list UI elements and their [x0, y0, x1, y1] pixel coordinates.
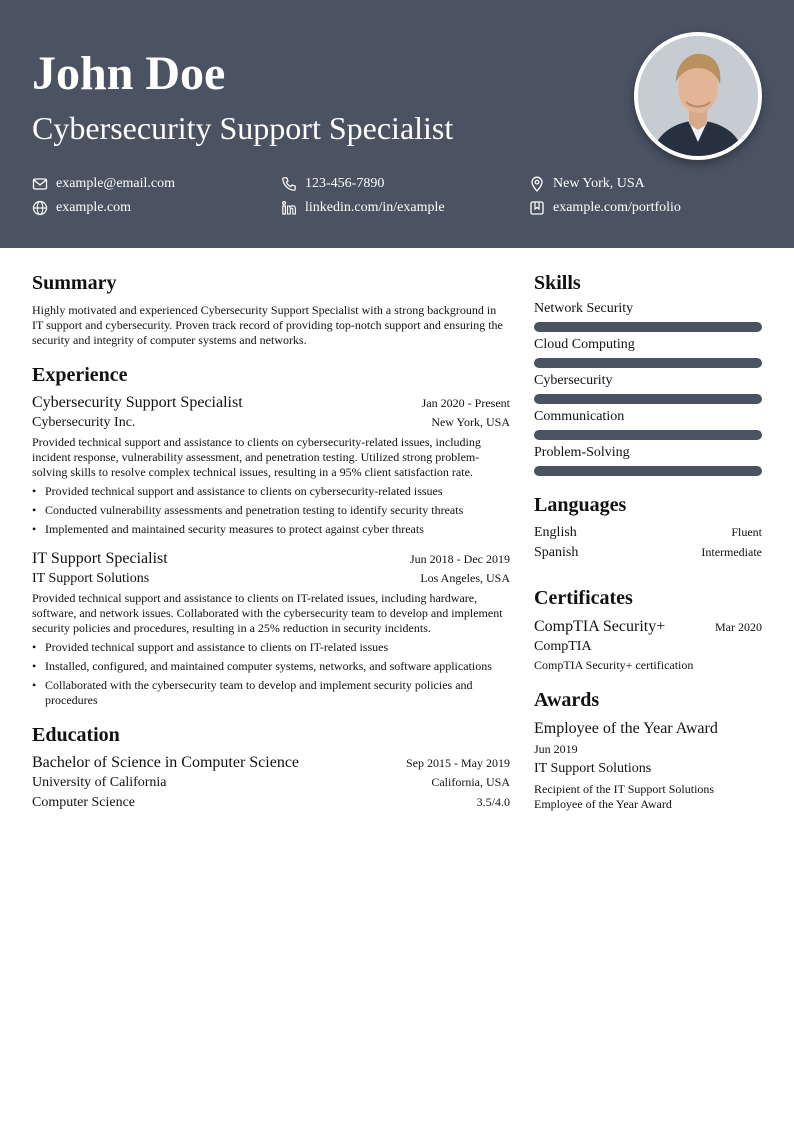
skill-item	[534, 300, 762, 332]
education-entry	[32, 753, 510, 813]
education-dates: Sep 2015 - May 2019	[406, 756, 510, 770]
skill-level-bar	[534, 394, 762, 404]
skill-item	[534, 444, 762, 476]
skills-heading: Skills	[534, 272, 581, 294]
award-issuer: IT Support Solutions	[534, 761, 652, 776]
job-bullet-list	[32, 640, 510, 708]
summary-text: Highly motivated and experienced Cybersecurity Support Specialist with a strong background in IT support and cybersecurity. Proven track record of providing top-notch support and ensuring the security and integrity of computer systems and networks.	[32, 303, 503, 347]
skill-name: Network Security	[534, 301, 634, 316]
portfolio-icon	[529, 200, 545, 216]
certificate-name: CompTIA Security+	[534, 618, 666, 635]
job-description: Provided technical support and assistance to clients on cybersecurity-related issues, including incident response, vulnerability assessment, and penetration testing. Utilized strong problem-solving skills to resolve complex technical issues, resulting in a 95% client satisfaction rate.	[32, 435, 481, 479]
language-item	[534, 543, 762, 563]
contact-portfolio-text: example.com/portfolio	[553, 200, 681, 215]
job-dates: Jun 2018 - Dec 2019	[410, 552, 510, 566]
job-company: IT Support Solutions	[32, 571, 150, 586]
candidate-title: Cybersecurity Support Specialist	[32, 110, 454, 146]
language-name: Spanish	[534, 545, 579, 560]
award-entry	[534, 719, 762, 812]
language-item	[534, 523, 762, 543]
education-field: Computer Science	[32, 795, 136, 810]
languages-section	[534, 492, 762, 563]
certificate-description: CompTIA Security+ certification	[534, 658, 694, 672]
job-location: Los Angeles, USA	[420, 571, 510, 585]
education-section	[32, 722, 510, 813]
education-school: University of California	[32, 775, 167, 790]
skills-section	[534, 270, 762, 476]
education-heading: Education	[32, 724, 120, 746]
job-bullet: • Collaborated with the cybersecurity team to develop and implement security policies and procedures	[32, 678, 510, 708]
skill-name: Cloud Computing	[534, 337, 635, 352]
profile-photo	[634, 32, 762, 160]
skill-level-bar	[534, 466, 762, 476]
contact-email-text: example@email.com	[56, 176, 176, 191]
language-level: Intermediate	[701, 545, 762, 559]
contact-linkedin-text: linkedin.com/in/example	[305, 200, 445, 215]
skill-name: Cybersecurity	[534, 373, 613, 388]
awards-heading: Awards	[534, 689, 600, 711]
education-gpa: 3.5/4.0	[476, 795, 510, 809]
contact-email[interactable]	[32, 175, 175, 193]
globe-icon	[32, 200, 48, 216]
skill-name: Problem-Solving	[534, 445, 630, 460]
skill-level-bar	[534, 358, 762, 368]
education-location: California, USA	[431, 775, 510, 789]
skill-item	[534, 336, 762, 368]
summary-section	[32, 270, 510, 348]
location-pin-icon	[529, 176, 545, 192]
languages-heading: Languages	[534, 494, 627, 516]
certificate-issuer: CompTIA	[534, 639, 592, 654]
experience-entry	[32, 393, 510, 537]
certificates-section	[534, 585, 762, 673]
education-degree: Bachelor of Science in Computer Science	[32, 754, 300, 771]
job-location: New York, USA	[431, 415, 510, 429]
job-bullet: • Implemented and maintained security measures to protect against cyber threats	[32, 522, 510, 537]
award-name: Employee of the Year Award	[534, 720, 718, 737]
job-bullet: • Provided technical support and assistance to clients on IT-related issues	[32, 640, 510, 655]
language-name: English	[534, 525, 577, 540]
contact-phone-text: 123-456-7890	[305, 176, 385, 191]
job-position: IT Support Specialist	[32, 550, 168, 567]
phone-icon	[281, 176, 297, 192]
experience-heading: Experience	[32, 364, 128, 386]
email-icon	[32, 176, 48, 192]
linkedin-icon	[281, 200, 297, 216]
contact-phone[interactable]	[281, 175, 384, 193]
awards-section	[534, 687, 762, 812]
candidate-name: John Doe	[32, 47, 226, 100]
job-bullet: • Installed, configured, and maintained computer systems, networks, and software applications	[32, 659, 510, 674]
experience-section	[32, 362, 510, 708]
contact-location	[529, 175, 645, 193]
skill-level-bar	[534, 430, 762, 440]
skill-name: Communication	[534, 409, 625, 424]
side-column	[534, 270, 762, 812]
language-level: Fluent	[731, 525, 762, 539]
contact-website[interactable]	[32, 199, 131, 217]
contact-linkedin[interactable]	[281, 199, 445, 217]
contact-website-text: example.com	[56, 200, 132, 215]
job-description: Provided technical support and assistance to clients on IT-related issues, including hardware, software, and network issues. Collaborated with the cybersecurity team to develop and implement security policies and procedures, resulting in a 25% reduction in security incidents.	[32, 591, 503, 635]
resume-header	[0, 0, 794, 248]
job-bullet: • Conducted vulnerability assessments and penetration testing to identify security threats	[32, 503, 510, 518]
award-date: Jun 2019	[534, 742, 578, 756]
certificate-date: Mar 2020	[715, 620, 762, 634]
job-position: Cybersecurity Support Specialist	[32, 394, 243, 411]
job-bullet-list	[32, 484, 510, 537]
experience-entry	[32, 549, 510, 708]
contact-location-text: New York, USA	[553, 176, 645, 191]
main-column	[32, 270, 510, 813]
summary-heading: Summary	[32, 272, 117, 294]
certificate-entry	[534, 617, 762, 673]
skill-item	[534, 408, 762, 440]
award-description: Recipient of the IT Support Solutions Employee of the Year Award	[534, 782, 715, 811]
skill-item	[534, 372, 762, 404]
skill-level-bar	[534, 322, 762, 332]
job-dates: Jan 2020 - Present	[421, 396, 510, 410]
certificates-heading: Certificates	[534, 587, 633, 609]
job-company: Cybersecurity Inc.	[32, 415, 136, 430]
job-bullet: • Provided technical support and assistance to clients on cybersecurity-related issues	[32, 484, 510, 499]
contact-portfolio[interactable]	[529, 199, 681, 217]
profile-photo-illustration	[638, 36, 758, 156]
